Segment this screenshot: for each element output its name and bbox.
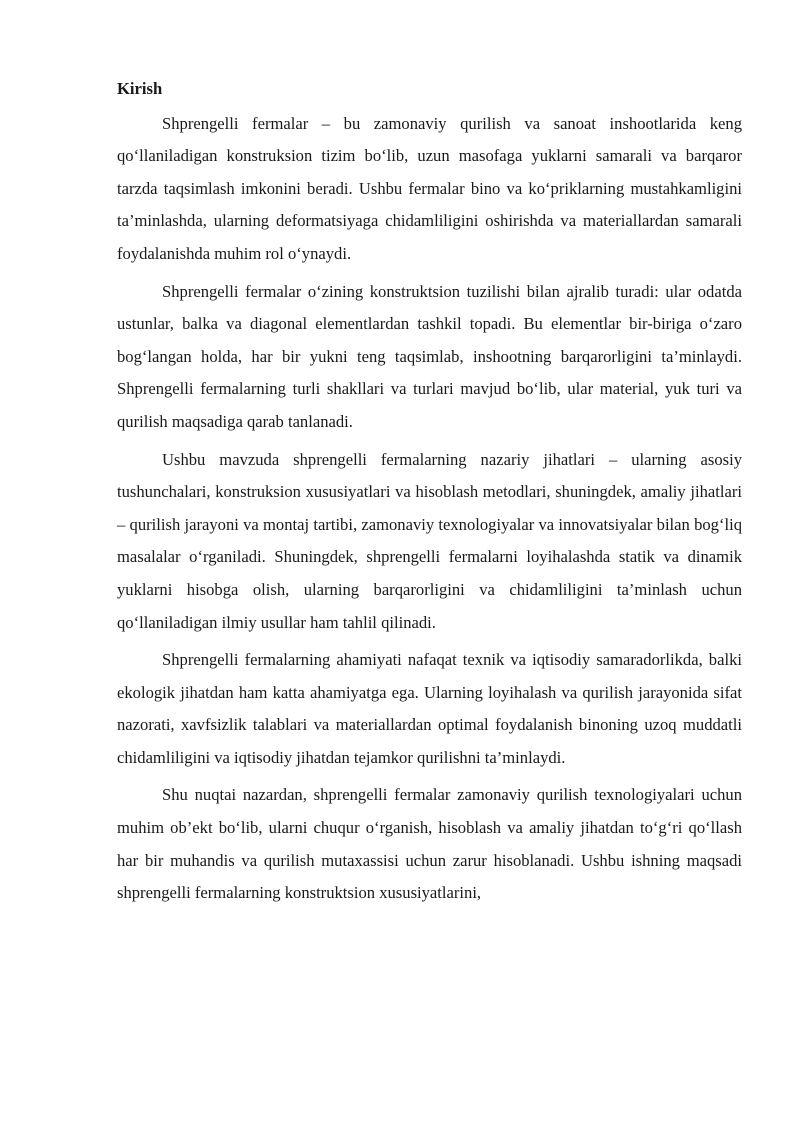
paragraph-5: Shu nuqtai nazardan, shprengelli fermalar zamonaviy qurilish texnologiyalari uchun muhim ob’ekt bo‘lib, ularni chuqur o‘rganish, hisoblash va amaliy jihatdan to‘g‘ri qo‘llash har bir muhandis va qurilish mutaxassisi uchun zarur hisoblanadi. Ushbu ishning maqsadi shprengelli fermalarning konstruktsion xususiyatlarini, <box>117 785 742 903</box>
paragraph-3: Ushbu mavzuda shprengelli fermalarning nazariy jihatlari – ularning asosiy tushunchalari, konstruksion xususiyatlari va hisoblash metodlari, shuningdek, amaliy jihatlari – qurilish jarayoni va montaj tartibi, zamonaviy texnologiyalar va innovatsiyalar bilan bog‘liq masalalar o‘rganiladi. Shuningdek, shprengelli fermalarni loyihalashda statik va dinamik yuklarni hisobga olish, ularning barqarorligini va chidamliligini ta’minlash uchun qo‘llaniladigan ilmiy usullar ham tahlil qilinadi. <box>117 449 742 632</box>
section-heading: Kirish <box>117 79 163 98</box>
document-body <box>117 73 742 910</box>
paragraph-2: Shprengelli fermalar o‘zining konstruktsion tuzilishi bilan ajralib turadi: ular odatda ustunlar, balka va diagonal elementlardan tashkil topadi. Bu elementlar bir-biriga o‘zaro bog‘langan holda, har bir yukni teng taqsimlab, inshootning barqarorligini ta’minlaydi. Shprengelli fermalarning turli shakllari va turlari mavjud bo‘lib, ular material, yuk turi va qurilish maqsadiga qarab tanlanadi. <box>117 281 742 431</box>
paragraph-1: Shprengelli fermalar – bu zamonaviy qurilish va sanoat inshootlarida keng qo‘llaniladigan konstruksion tizim bo‘lib, uzun masofaga yuklarni samarali va barqaror tarzda taqsimlash imkonini beradi. Ushbu fermalar bino va ko‘priklarning mustahkamligini ta’minlashda, ularning deformatsiyaga chidamliligini oshirishda va materiallardan samarali foydalanishda muhim rol o‘ynaydi. <box>117 113 742 263</box>
paragraph-4: Shprengelli fermalarning ahamiyati nafaqat texnik va iqtisodiy samaradorlikda, balki ekologik jihatdan ham katta ahamiyatga ega. Ularning loyihalash va qurilish jarayonida sifat nazorati, xavfsizlik talablari va materiallardan optimal foydalanish binoning uzoq muddatli chidamliligini va iqtisodiy jihatdan tejamkor qurilishni ta’minlaydi. <box>117 650 742 767</box>
